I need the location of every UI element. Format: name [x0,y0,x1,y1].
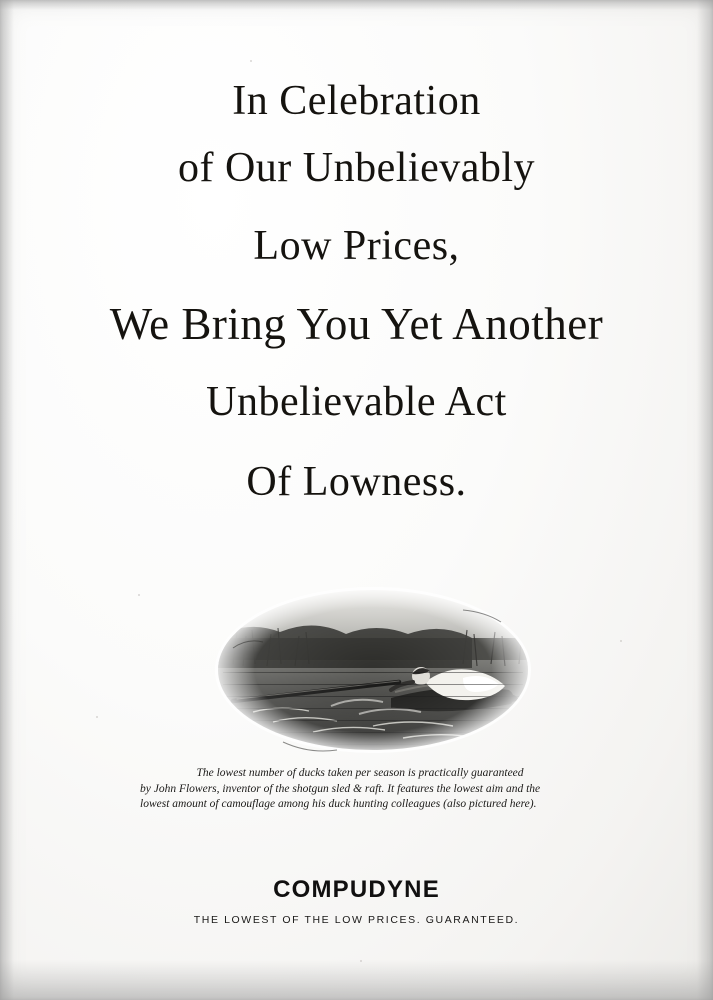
scan-speck [96,716,98,718]
headline-line-1: In Celebration [232,78,481,124]
ad-headline [60,72,653,522]
caption-line-3: lowest amount of camouflage among his duck hunting colleagues (also pictured here). [140,798,537,810]
headline-line-5: Unbelievable Act [206,379,507,425]
brand-logo [0,876,713,904]
scan-speck [250,60,252,62]
headline-line-3: Low Prices, [253,223,460,269]
page-edge-bottom [0,960,713,1000]
page-edge-top [0,0,713,10]
caption-line-2: by John Flowers, inventor of the shotgun sled & raft. It features the lowest aim and the [140,782,541,795]
headline-line-6: Of Lowness. [246,459,467,505]
scan-speck [138,594,140,596]
headline-line-2: of Our Unbelievably [177,145,536,191]
hunting-photo [163,586,563,766]
scan-speck [620,640,622,642]
caption-line-1: The lowest number of ducks taken per season is practically guaranteed [196,767,524,779]
brand-wordmark: COMPUDYNE [273,876,440,903]
headline-line-4: We Bring You Yet Another [109,299,604,349]
brand-tagline: THE LOWEST OF THE LOW PRICES. GUARANTEED. [193,914,520,926]
page-edge-right [697,0,713,1000]
scan-speck [360,960,362,962]
photo-caption [140,766,580,813]
hunting-photo-image [163,586,563,766]
page-edge-left [0,0,14,1000]
